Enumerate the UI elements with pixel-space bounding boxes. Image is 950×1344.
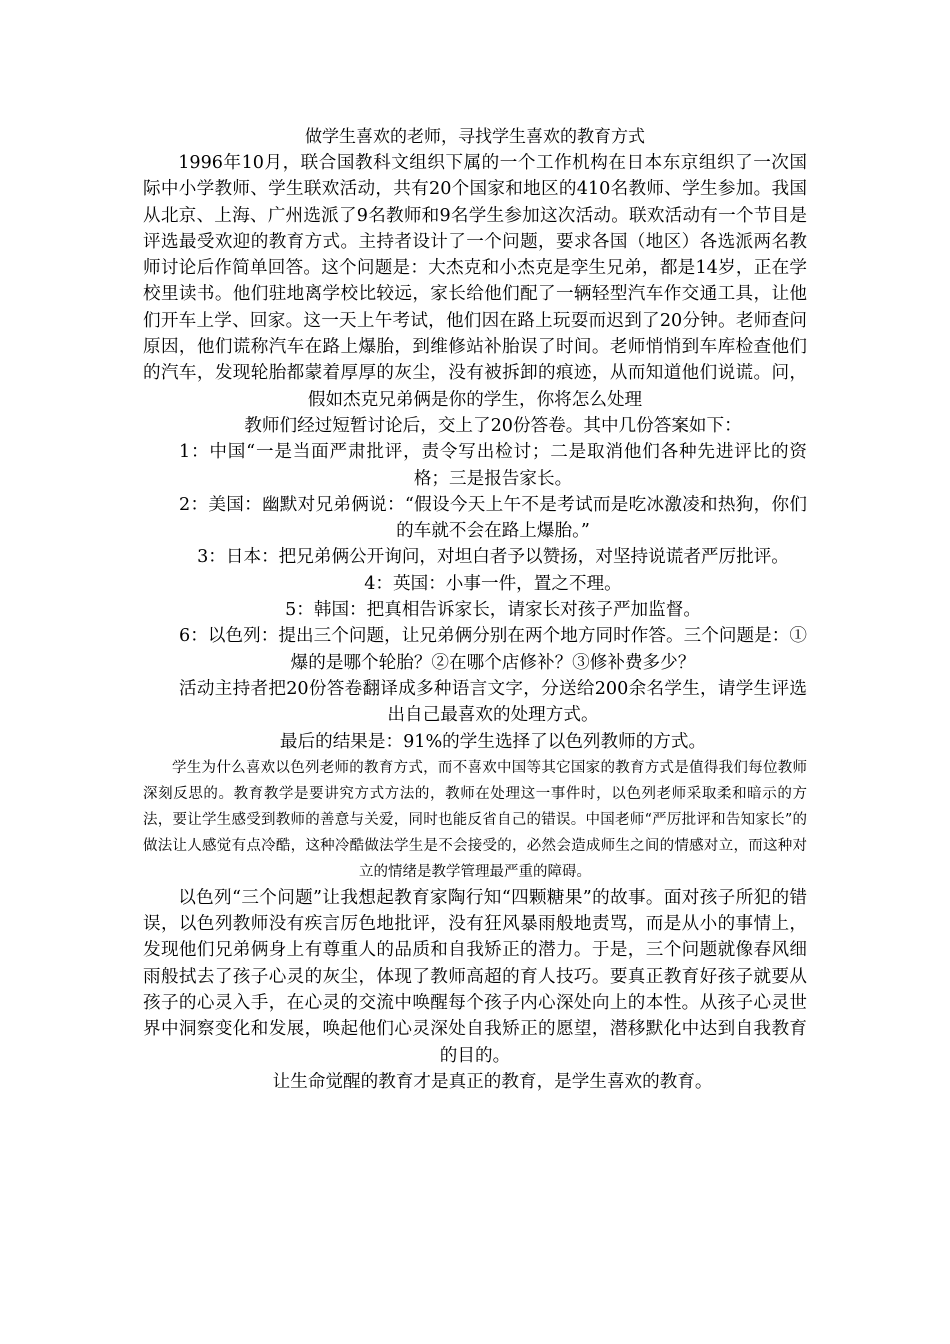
story-paragraph: 以色列“三个问题”让我想起教育家陶行知“四颗糖果”的故事。面对孩子所犯的错误，以色列教师没有疾言厉色地批评，没有狂风暴雨般地责骂，而是从小的事情上，发现他们兄弟俩身上有尊重人的品质和自我矫正的潜力。于是，三个问题就像春风细雨般拭去了孩子心灵的灰尘，体现了教师高超的育人技巧。要真正教育好孩子就要从孩子的心灵入手，在心灵的交流中唤醒每个孩子内心深处向上的本性。从孩子心灵世界中洞察变化和发展，唤起他们心灵深处自我矫正的愿望，潜移默化中达到自我教育的目的。 bbox=[143, 887, 807, 1066]
result-paragraph: 最后的结果是：91%的学生选择了以色列教师的方式。 bbox=[279, 731, 707, 752]
document-page bbox=[143, 124, 807, 1095]
host-action-paragraph: 活动主持者把20份答卷翻译成多种语言文字，分送给200余名学生，请学生评选出自己最喜欢的处理方式。 bbox=[179, 678, 807, 726]
discussion-paragraph: 教师们经过短暂讨论后，交上了20份答卷。其中几份答案如下： bbox=[244, 415, 742, 436]
answer-item-uk: 4：英国：小事一件，置之不理。 bbox=[364, 573, 622, 594]
answer-item-israel: 6：以色列：提出三个问题，让兄弟俩分别在两个地方同时作答。三个问题是：①爆的是哪个轮胎？②在哪个店修补？③修补费多少？ bbox=[179, 626, 807, 673]
answer-item-usa: 2：美国：幽默对兄弟俩说：“假设今天上午不是考试而是吃冰激凌和热狗，你们的车就不会在路上爆胎。” bbox=[179, 494, 807, 542]
reflection-paragraph: 学生为什么喜欢以色列老师的教育方式，而不喜欢中国等其它国家的教育方式是值得我们每位教师深刻反思的。教育教学是要讲究方式方法的，教师在处理这一事件时，以色列老师采取柔和暗示的方法，要让学生感受到教师的善意与关爱，同时也能反省自己的错误。中国老师“严厉批评和告知家长”的做法让人感觉有点冷酷，这种冷酷做法学生是不会接受的，必然会造成师生之间的情感对立，而这种对立的情绪是教学管理最严重的障碍。 bbox=[143, 759, 807, 880]
answer-item-china: 1：中国“一是当面严肃批评，责令写出检讨；二是取消他们各种先进评比的资格；三是报告家长。 bbox=[179, 442, 807, 489]
conclusion-paragraph: 让生命觉醒的教育才是真正的教育，是学生喜欢的教育。 bbox=[272, 1071, 713, 1092]
answer-item-korea: 5：韩国：把真相告诉家长，请家长对孩子严加监督。 bbox=[285, 600, 701, 621]
answer-item-japan: 3：日本：把兄弟俩公开询问，对坦白者予以赞扬，对坚持说谎者严厉批评。 bbox=[197, 547, 789, 568]
intro-paragraph: 1996年10月，联合国教科文组织下属的一个工作机构在日本东京组织了一次国际中小学教师、学生联欢活动，共有20个国家和地区的410名教师、学生参加。我国从北京、上海、广州选派了9名教师和9名学生参加这次活动。联欢活动有一个节目是评选最受欢迎的教育方式。主持者设计了一个问题，要求各国（地区）各选派两名教师讨论后作简单回答。这个问题是：大杰克和小杰克是孪生兄弟，都是14岁，正在学校里读书。他们驻地离学校比较远，家长给他们配了一辆轻型汽车作交通工具，让他们开车上学、回家。这一天上午考试，他们因在路上玩耍而迟到了20分钟。老师查问原因，他们谎称汽车在路上爆胎，到维修站补胎误了时间。老师悄悄到车库检查他们的汽车，发现轮胎都蒙着厚厚的灰尘，没有被拆卸的痕迹，从而知道他们说谎。问，假如杰克兄弟俩是你的学生，你将怎么处理 bbox=[143, 153, 807, 410]
document-title: 做学生喜欢的老师，寻找学生喜欢的教育方式 bbox=[305, 127, 645, 147]
